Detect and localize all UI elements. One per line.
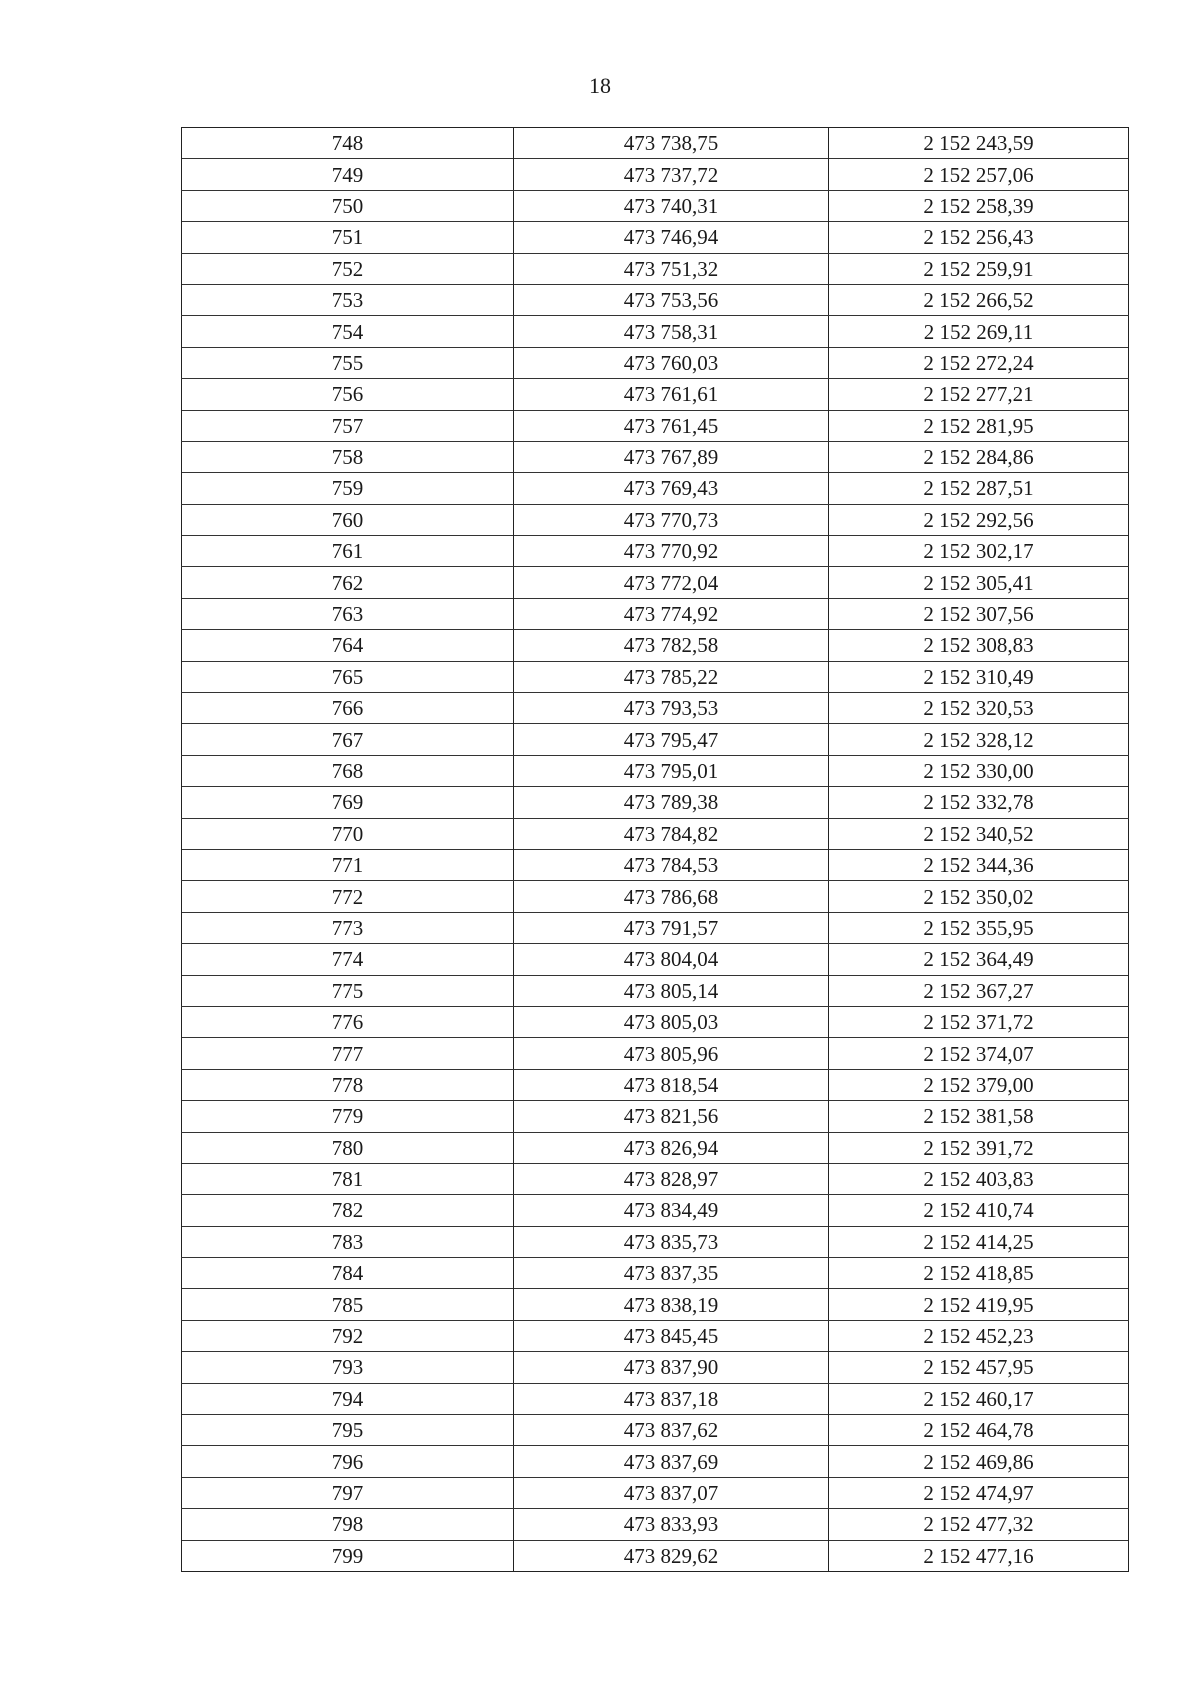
page-number: 18 [589, 73, 611, 98]
table-row [182, 159, 1129, 190]
x-coordinate-cell: 473 751,32 [514, 253, 829, 284]
x-coordinate-cell: 473 818,54 [514, 1069, 829, 1100]
table-row [182, 1258, 1129, 1289]
y-coordinate-cell: 2 152 292,56 [829, 504, 1129, 535]
point-number-cell: 785 [182, 1289, 514, 1320]
y-coordinate-cell: 2 152 391,72 [829, 1132, 1129, 1163]
x-coordinate-cell: 473 837,90 [514, 1352, 829, 1383]
point-number-cell: 748 [182, 128, 514, 159]
table-row [182, 787, 1129, 818]
table-row [182, 1163, 1129, 1194]
x-coordinate-cell: 473 833,93 [514, 1509, 829, 1540]
point-number-cell: 759 [182, 473, 514, 504]
point-number-cell: 779 [182, 1101, 514, 1132]
y-coordinate-cell: 2 152 418,85 [829, 1258, 1129, 1289]
x-coordinate-cell: 473 753,56 [514, 284, 829, 315]
point-number-cell: 777 [182, 1038, 514, 1069]
y-coordinate-cell: 2 152 414,25 [829, 1226, 1129, 1257]
table-row [182, 128, 1129, 159]
x-coordinate-cell: 473 737,72 [514, 159, 829, 190]
table-row [182, 849, 1129, 880]
x-coordinate-cell: 473 738,75 [514, 128, 829, 159]
table-row [182, 536, 1129, 567]
point-number-cell: 752 [182, 253, 514, 284]
table-row [182, 1006, 1129, 1037]
y-coordinate-cell: 2 152 460,17 [829, 1383, 1129, 1414]
table-row [182, 222, 1129, 253]
x-coordinate-cell: 473 834,49 [514, 1195, 829, 1226]
table-row [182, 944, 1129, 975]
table-row [182, 1195, 1129, 1226]
x-coordinate-cell: 473 828,97 [514, 1163, 829, 1194]
point-number-cell: 763 [182, 598, 514, 629]
point-number-cell: 798 [182, 1509, 514, 1540]
y-coordinate-cell: 2 152 272,24 [829, 347, 1129, 378]
y-coordinate-cell: 2 152 332,78 [829, 787, 1129, 818]
x-coordinate-cell: 473 791,57 [514, 912, 829, 943]
point-number-cell: 780 [182, 1132, 514, 1163]
table-row [182, 1446, 1129, 1477]
y-coordinate-cell: 2 152 379,00 [829, 1069, 1129, 1100]
table-row [182, 693, 1129, 724]
x-coordinate-cell: 473 758,31 [514, 316, 829, 347]
table-row [182, 724, 1129, 755]
table-row [182, 1352, 1129, 1383]
table-row [182, 1101, 1129, 1132]
y-coordinate-cell: 2 152 258,39 [829, 190, 1129, 221]
y-coordinate-cell: 2 152 328,12 [829, 724, 1129, 755]
y-coordinate-cell: 2 152 355,95 [829, 912, 1129, 943]
y-coordinate-cell: 2 152 266,52 [829, 284, 1129, 315]
x-coordinate-cell: 473 845,45 [514, 1320, 829, 1351]
x-coordinate-cell: 473 784,53 [514, 849, 829, 880]
x-coordinate-cell: 473 746,94 [514, 222, 829, 253]
table-row [182, 598, 1129, 629]
y-coordinate-cell: 2 152 277,21 [829, 379, 1129, 410]
table-row [182, 316, 1129, 347]
x-coordinate-cell: 473 829,62 [514, 1540, 829, 1571]
point-number-cell: 767 [182, 724, 514, 755]
y-coordinate-cell: 2 152 287,51 [829, 473, 1129, 504]
point-number-cell: 753 [182, 284, 514, 315]
x-coordinate-cell: 473 767,89 [514, 441, 829, 472]
point-number-cell: 751 [182, 222, 514, 253]
point-number-cell: 792 [182, 1320, 514, 1351]
coordinates-table [181, 127, 1129, 1572]
table-row [182, 567, 1129, 598]
table-row [182, 504, 1129, 535]
x-coordinate-cell: 473 838,19 [514, 1289, 829, 1320]
table-row [182, 1289, 1129, 1320]
x-coordinate-cell: 473 770,73 [514, 504, 829, 535]
point-number-cell: 782 [182, 1195, 514, 1226]
x-coordinate-cell: 473 837,18 [514, 1383, 829, 1414]
y-coordinate-cell: 2 152 452,23 [829, 1320, 1129, 1351]
y-coordinate-cell: 2 152 284,86 [829, 441, 1129, 472]
table-row [182, 1477, 1129, 1508]
point-number-cell: 768 [182, 755, 514, 786]
x-coordinate-cell: 473 789,38 [514, 787, 829, 818]
x-coordinate-cell: 473 761,61 [514, 379, 829, 410]
table-row [182, 1415, 1129, 1446]
x-coordinate-cell: 473 760,03 [514, 347, 829, 378]
table-row [182, 881, 1129, 912]
x-coordinate-cell: 473 795,47 [514, 724, 829, 755]
x-coordinate-cell: 473 805,96 [514, 1038, 829, 1069]
y-coordinate-cell: 2 152 256,43 [829, 222, 1129, 253]
x-coordinate-cell: 473 772,04 [514, 567, 829, 598]
x-coordinate-cell: 473 837,62 [514, 1415, 829, 1446]
y-coordinate-cell: 2 152 364,49 [829, 944, 1129, 975]
y-coordinate-cell: 2 152 419,95 [829, 1289, 1129, 1320]
y-coordinate-cell: 2 152 243,59 [829, 128, 1129, 159]
y-coordinate-cell: 2 152 464,78 [829, 1415, 1129, 1446]
table-row [182, 818, 1129, 849]
y-coordinate-cell: 2 152 381,58 [829, 1101, 1129, 1132]
point-number-cell: 755 [182, 347, 514, 378]
point-number-cell: 775 [182, 975, 514, 1006]
point-number-cell: 766 [182, 693, 514, 724]
x-coordinate-cell: 473 805,14 [514, 975, 829, 1006]
x-coordinate-cell: 473 837,35 [514, 1258, 829, 1289]
point-number-cell: 778 [182, 1069, 514, 1100]
table-row [182, 630, 1129, 661]
point-number-cell: 770 [182, 818, 514, 849]
x-coordinate-cell: 473 784,82 [514, 818, 829, 849]
table-row [182, 190, 1129, 221]
point-number-cell: 795 [182, 1415, 514, 1446]
y-coordinate-cell: 2 152 257,06 [829, 159, 1129, 190]
y-coordinate-cell: 2 152 410,74 [829, 1195, 1129, 1226]
y-coordinate-cell: 2 152 457,95 [829, 1352, 1129, 1383]
y-coordinate-cell: 2 152 350,02 [829, 881, 1129, 912]
table-row [182, 1132, 1129, 1163]
y-coordinate-cell: 2 152 259,91 [829, 253, 1129, 284]
point-number-cell: 783 [182, 1226, 514, 1257]
table-row [182, 1038, 1129, 1069]
point-number-cell: 760 [182, 504, 514, 535]
point-number-cell: 799 [182, 1540, 514, 1571]
x-coordinate-cell: 473 795,01 [514, 755, 829, 786]
table-row [182, 1320, 1129, 1351]
y-coordinate-cell: 2 152 281,95 [829, 410, 1129, 441]
x-coordinate-cell: 473 761,45 [514, 410, 829, 441]
point-number-cell: 774 [182, 944, 514, 975]
point-number-cell: 784 [182, 1258, 514, 1289]
x-coordinate-cell: 473 805,03 [514, 1006, 829, 1037]
x-coordinate-cell: 473 826,94 [514, 1132, 829, 1163]
point-number-cell: 772 [182, 881, 514, 912]
x-coordinate-cell: 473 793,53 [514, 693, 829, 724]
x-coordinate-cell: 473 804,04 [514, 944, 829, 975]
table-row [182, 661, 1129, 692]
table-row [182, 1509, 1129, 1540]
table-row [182, 1383, 1129, 1414]
point-number-cell: 765 [182, 661, 514, 692]
point-number-cell: 776 [182, 1006, 514, 1037]
x-coordinate-cell: 473 782,58 [514, 630, 829, 661]
y-coordinate-cell: 2 152 308,83 [829, 630, 1129, 661]
point-number-cell: 761 [182, 536, 514, 567]
y-coordinate-cell: 2 152 344,36 [829, 849, 1129, 880]
y-coordinate-cell: 2 152 474,97 [829, 1477, 1129, 1508]
x-coordinate-cell: 473 769,43 [514, 473, 829, 504]
table-row [182, 379, 1129, 410]
point-number-cell: 771 [182, 849, 514, 880]
x-coordinate-cell: 473 740,31 [514, 190, 829, 221]
y-coordinate-cell: 2 152 469,86 [829, 1446, 1129, 1477]
point-number-cell: 754 [182, 316, 514, 347]
point-number-cell: 781 [182, 1163, 514, 1194]
point-number-cell: 750 [182, 190, 514, 221]
point-number-cell: 793 [182, 1352, 514, 1383]
table-row [182, 1226, 1129, 1257]
y-coordinate-cell: 2 152 305,41 [829, 567, 1129, 598]
table-row [182, 253, 1129, 284]
table-row [182, 755, 1129, 786]
x-coordinate-cell: 473 786,68 [514, 881, 829, 912]
point-number-cell: 764 [182, 630, 514, 661]
y-coordinate-cell: 2 152 367,27 [829, 975, 1129, 1006]
table-row [182, 1069, 1129, 1100]
x-coordinate-cell: 473 837,07 [514, 1477, 829, 1508]
x-coordinate-cell: 473 837,69 [514, 1446, 829, 1477]
point-number-cell: 757 [182, 410, 514, 441]
table-row [182, 410, 1129, 441]
coordinates-table-body [182, 128, 1129, 1572]
point-number-cell: 762 [182, 567, 514, 598]
y-coordinate-cell: 2 152 307,56 [829, 598, 1129, 629]
x-coordinate-cell: 473 770,92 [514, 536, 829, 567]
point-number-cell: 749 [182, 159, 514, 190]
y-coordinate-cell: 2 152 371,72 [829, 1006, 1129, 1037]
point-number-cell: 758 [182, 441, 514, 472]
point-number-cell: 769 [182, 787, 514, 818]
y-coordinate-cell: 2 152 477,32 [829, 1509, 1129, 1540]
x-coordinate-cell: 473 835,73 [514, 1226, 829, 1257]
point-number-cell: 773 [182, 912, 514, 943]
table-row [182, 284, 1129, 315]
point-number-cell: 797 [182, 1477, 514, 1508]
table-row [182, 441, 1129, 472]
y-coordinate-cell: 2 152 310,49 [829, 661, 1129, 692]
x-coordinate-cell: 473 774,92 [514, 598, 829, 629]
table-row [182, 975, 1129, 1006]
table-row [182, 1540, 1129, 1571]
y-coordinate-cell: 2 152 340,52 [829, 818, 1129, 849]
table-row [182, 912, 1129, 943]
y-coordinate-cell: 2 152 477,16 [829, 1540, 1129, 1571]
y-coordinate-cell: 2 152 269,11 [829, 316, 1129, 347]
table-row [182, 473, 1129, 504]
y-coordinate-cell: 2 152 403,83 [829, 1163, 1129, 1194]
y-coordinate-cell: 2 152 330,00 [829, 755, 1129, 786]
y-coordinate-cell: 2 152 374,07 [829, 1038, 1129, 1069]
y-coordinate-cell: 2 152 302,17 [829, 536, 1129, 567]
point-number-cell: 756 [182, 379, 514, 410]
point-number-cell: 794 [182, 1383, 514, 1414]
y-coordinate-cell: 2 152 320,53 [829, 693, 1129, 724]
table-row [182, 347, 1129, 378]
point-number-cell: 796 [182, 1446, 514, 1477]
x-coordinate-cell: 473 785,22 [514, 661, 829, 692]
x-coordinate-cell: 473 821,56 [514, 1101, 829, 1132]
